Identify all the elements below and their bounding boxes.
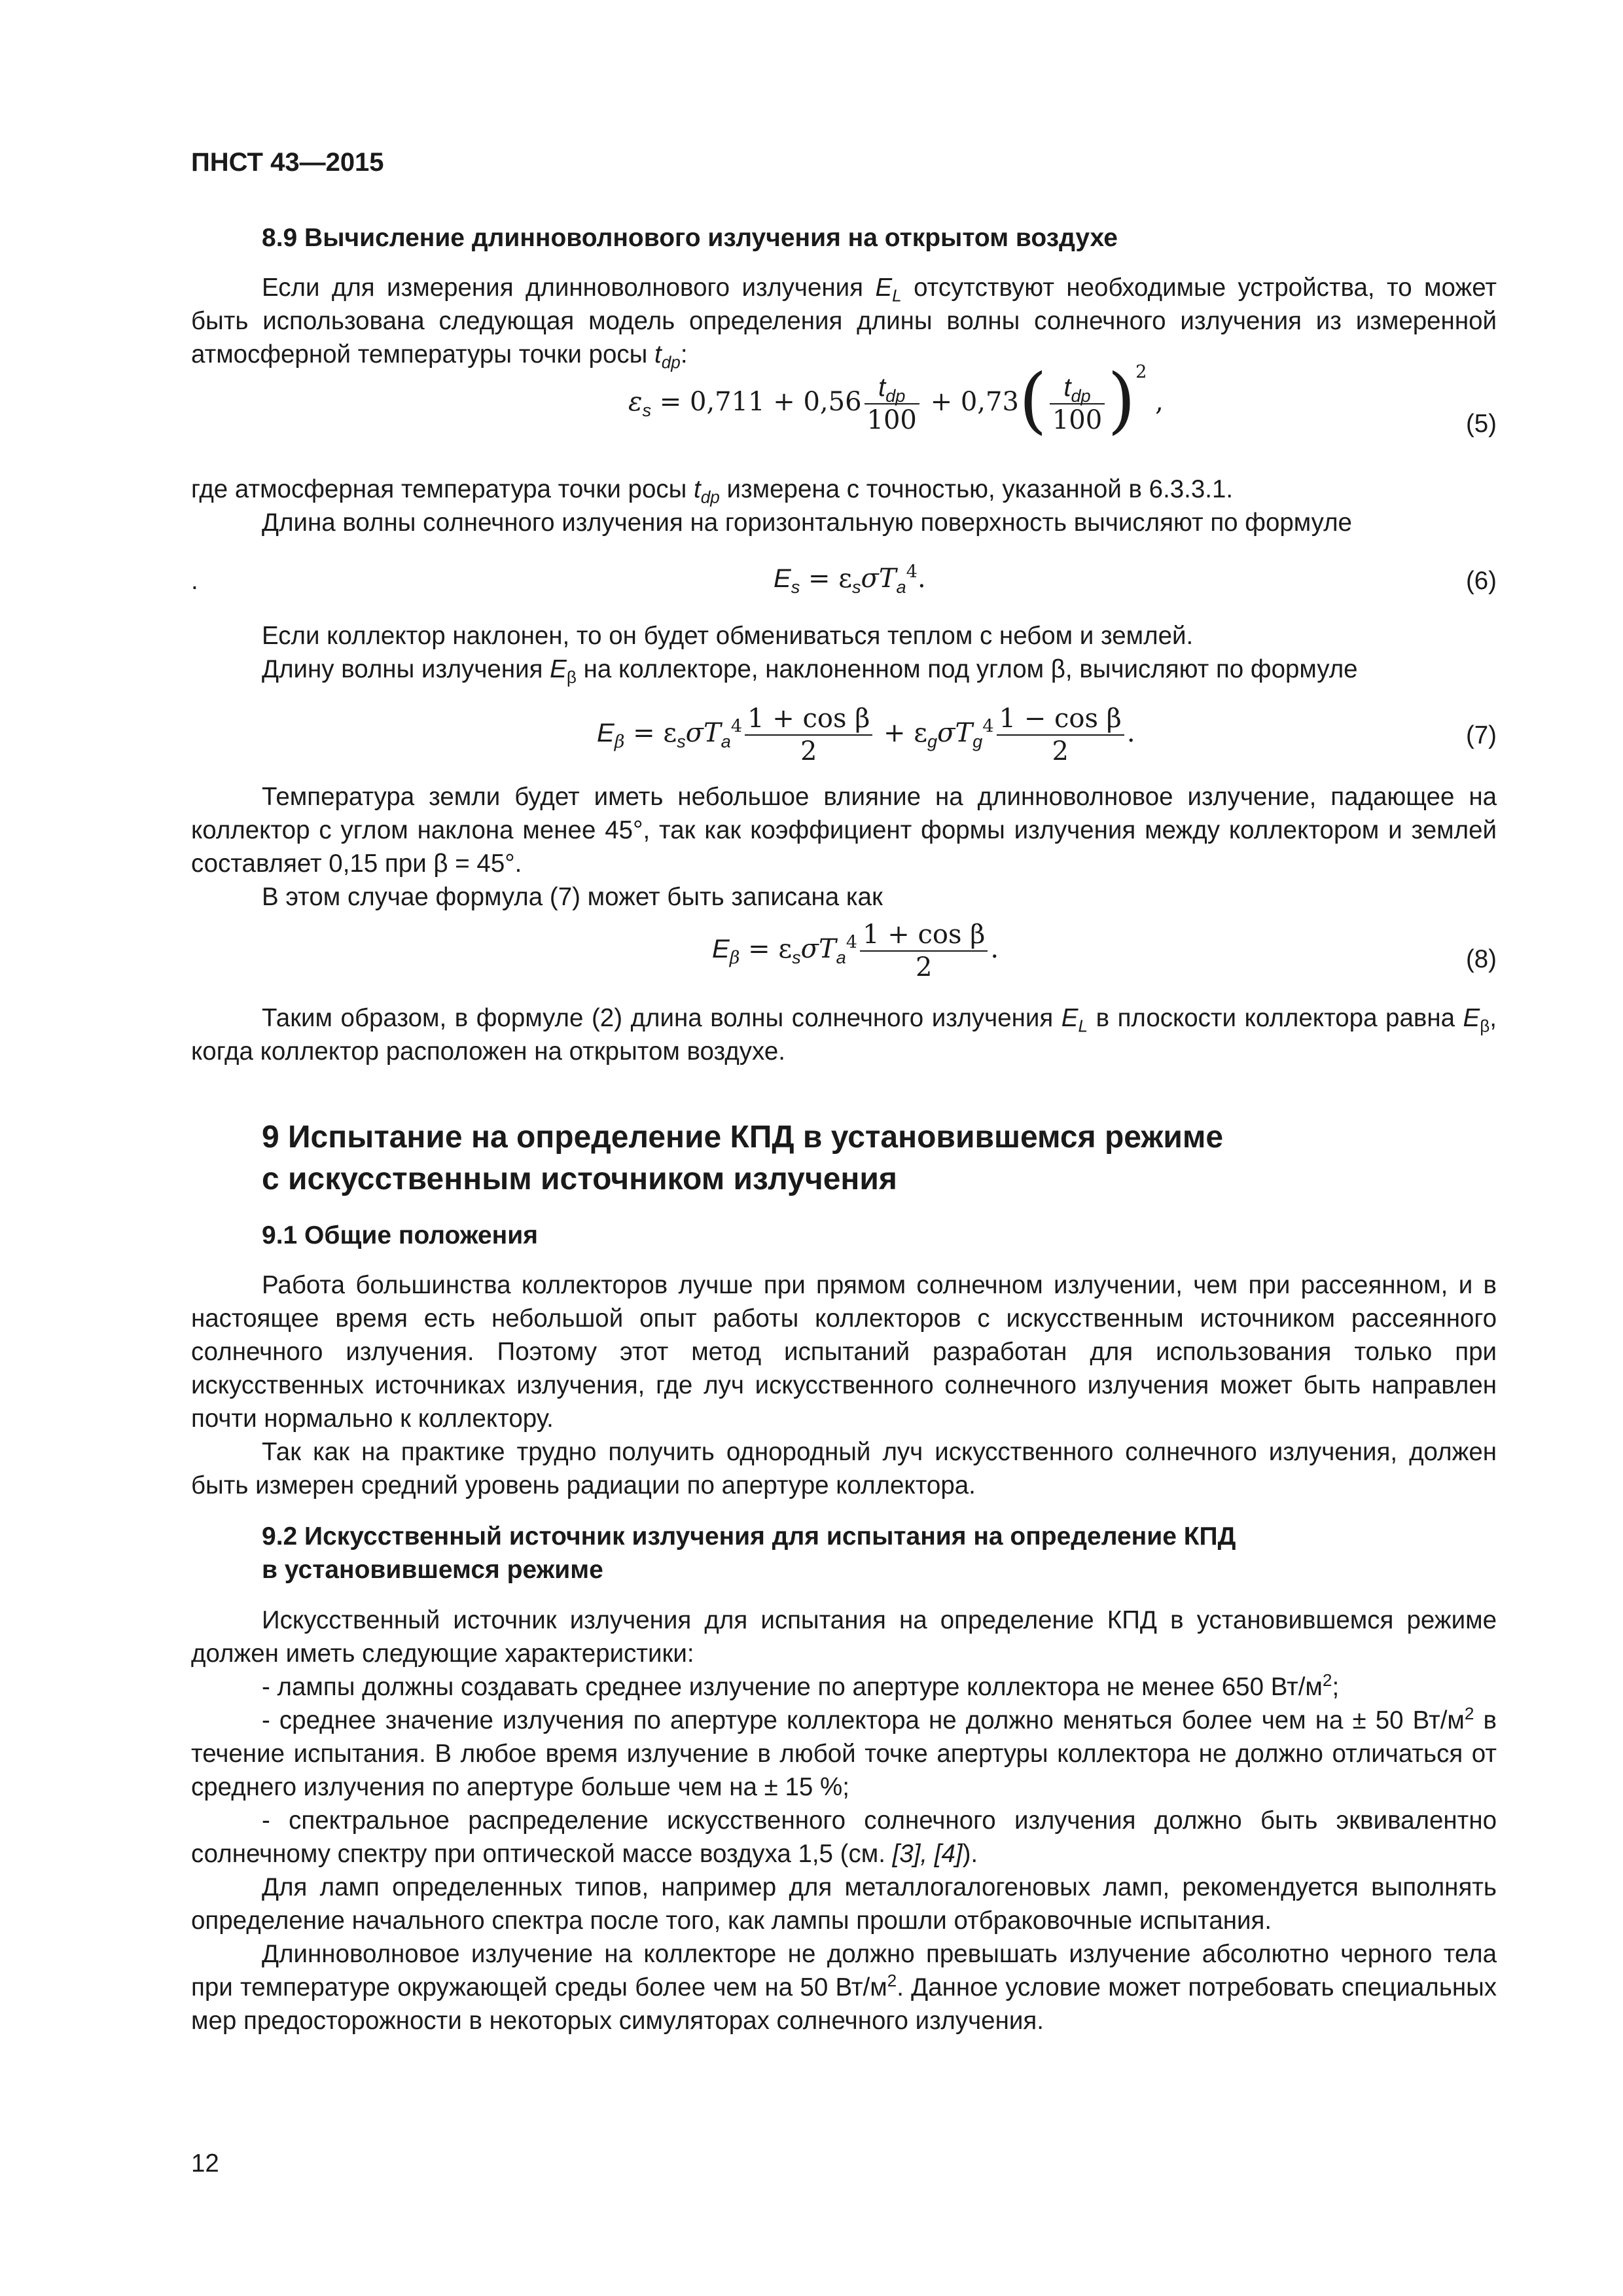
equation-5: $\varepsilon_s = 0,711 + 0,56$ $\frac{t_{dp}}{100}$ + 0,73( $\frac{t_{dp}}{100}$ )$^2$ , xyxy=(628,358,1164,442)
equation-number: (6) xyxy=(1465,567,1497,595)
fraction: $\frac{\text{1 + cos β}}{2}$ xyxy=(745,706,872,764)
paragraph: Если для измерения длинноволнового излучения $E_L$ отсутствуют необходимые устройства, то может быть использована следующая модель определения длины волны солнечного излучения из измеренной атмосферной температуры точки росы $t_{dp}$: xyxy=(191,274,1497,372)
fraction: $\frac{\text{1 + cos β}}{2}$ xyxy=(860,922,988,980)
paragraph: Температура земли будет иметь небольшое влияние на длинноволновое излучение, падающее на коллектор с углом наклона менее 45°, так как коэффициент формы излучения между коллектором и землей составляет 0,15 при β = 45°. В этом случае формула (7) может быть записана как xyxy=(191,783,1497,911)
equation-7: $E_\beta = \varepsilon_s\sigma T_a^4$ $\frac{\text{1 + cos β}}{2}$ + $\varepsilon_g\sigma T_g^4$ $\frac{\text{1 − cos β}}{2}$ . xyxy=(597,704,1135,766)
equation-number: (7) xyxy=(1465,721,1497,749)
stray-dot: . xyxy=(191,567,198,595)
list-item: - среднее значение излучения по апертуре коллектора не должно меняться более чем на ± 50 $Вт/м^2$ в течение испытания. В любое время излучение в любой точке апертуры коллектора не должно отличаться от среднего излучения по апертуре больше чем на ± 15 %; xyxy=(191,1704,1497,1801)
equation-number: (5) xyxy=(1465,410,1497,438)
section-9-1-title: 9.1 Общие положения xyxy=(262,1221,538,1249)
paragraph: Если коллектор наклонен, то он будет обмениваться теплом с небом и землей. Длину волны излучения $E_\beta$ на коллекторе, наклоненном под углом β, вычисляют по формуле xyxy=(262,622,1358,687)
equation-number: (8) xyxy=(1465,945,1497,973)
equation-8: $E_\beta = \varepsilon_s\sigma T_a^4$ $\frac{\text{1 + cos β}}{2}$ . xyxy=(712,920,999,982)
paragraph: Искусственный источник излучения для испытания на определение КПД в установившемся режиме должен иметь следующие характеристики: - лампы должны создавать среднее излучение по апертуре коллектора не менее 650 $Вт/м^2$; - среднее значение излучения по апертуре коллектора не должно меняться более чем на ± 50 $Вт/м^2$ в течение испытания. В любое время излучение в любой точке апертуры коллектора не должно отличаться от среднего излучения по апертуре больше чем на ± 15 %; - спектральное распределение искусственного солнечного излучения должно быть эквивалентно солнечному спектру при оптической массе воздуха 1,5 (см. [3], [4]). Для ламп определенных типов, например для металлогалогеновых ламп, рекомендуется выполнять определение начального спектра после того, как лампы прошли отбраковочные испытания. Длинноволновое излучение на коллекторе не должно превышать излучение абсолютно черного тела при температуре окружающей среды более чем на 50 $Вт/м^2$. Данное условие может потребовать специальных мер предосторожности в некоторых симуляторах солнечного излучения. xyxy=(191,1606,1497,2035)
section-9-title: 9 Испытание на определение КПД в установившемся режиме с искусственным источником излучения xyxy=(262,1120,1224,1196)
section-9-2-title: 9.2 Искусственный источник излучения для испытания на определение КПД в установившемся режиме xyxy=(262,1522,1236,1584)
page-number: 12 xyxy=(191,2149,219,2178)
paragraph: Таким образом, в формуле (2) длина волны солнечного излучения $E_L$ в плоскости коллектора равна $E_\beta$, когда коллектор расположен на открытом воздухе. xyxy=(191,1004,1497,1066)
list-item: - лампы должны создавать среднее излучение по апертуре коллектора не менее 650 $Вт/м^2$; xyxy=(262,1670,1340,1701)
paragraph: где атмосферная температура точки росы $t_{dp}$ измерена с точностью, указанной в 6.3.3.1. Длина волны солнечного излучения на горизонтальную поверхность вычисляют по формуле xyxy=(191,475,1352,537)
paragraph: Работа большинства коллекторов лучше при прямом солнечном излучении, чем при рассеянном, и в настоящее время есть небольшой опыт работы коллекторов с искусственным источником рассеянного солнечного излучения. Поэтому этот метод испытаний разработан для использования только при искусственных источниках излучения, где луч искусственного солнечного излучения может быть направлен почти нормально к коллектору. Так как на практике трудно получить однородный луч искусственного солнечного излучения, должен быть измерен средний уровень радиации по апертуре коллектора. xyxy=(191,1271,1497,1499)
fraction: $\frac{t_{dp}}{100}$ xyxy=(865,374,919,433)
list-item: - спектральное распределение искусственного солнечного излучения должно быть эквивалентно солнечному спектру при оптической массе воздуха 1,5 (см. [3], [4]). xyxy=(191,1806,1497,1868)
document-header: ПНСТ 43—2015 xyxy=(191,148,384,177)
equation-6: $E_s = \varepsilon_s\sigma T_a^4$. xyxy=(774,562,926,597)
fraction: $\frac{\text{1 − cos β}}{2}$ xyxy=(997,706,1124,764)
section-8-9-title: 8.9 Вычисление длинноволнового излучения на открытом воздухе xyxy=(262,224,1118,252)
fraction: $\frac{t_{dp}}{100}$ xyxy=(1050,374,1105,433)
